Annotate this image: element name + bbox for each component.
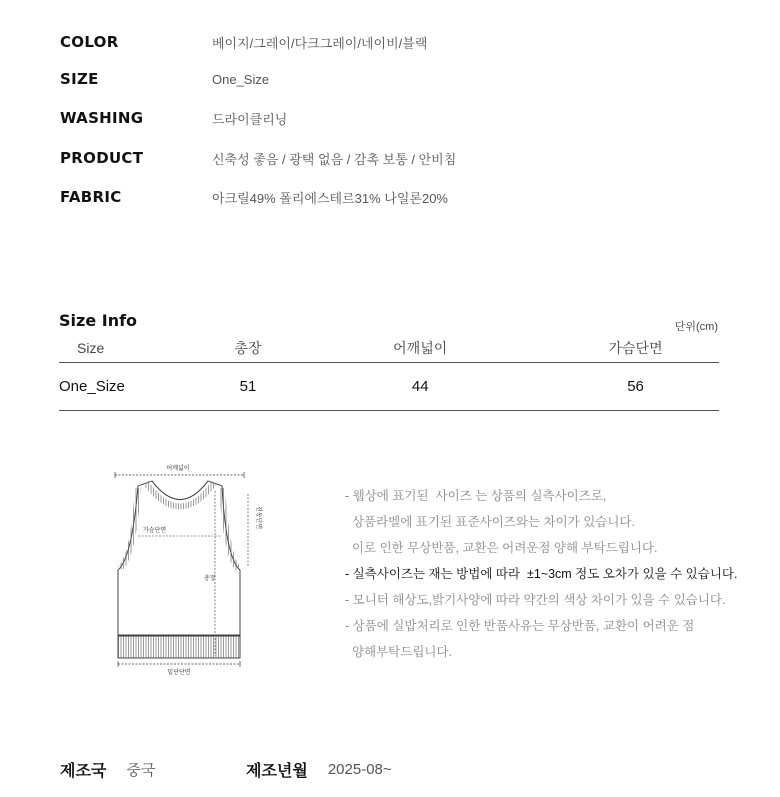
- notice-line: - 상품에 실밥처리로 인한 반품사유는 무상반품, 교환이 어려운 점: [345, 619, 695, 633]
- notice-line-emphasis: - 실측사이즈는 재는 방법에 따라 ±1~3cm 정도 오차가 있을 수 있습니다.: [345, 567, 738, 581]
- chest-label: 가슴단면: [143, 527, 167, 534]
- length-label: 총장: [204, 575, 216, 582]
- notice-line: 이로 인한 무상반품, 교환은 어려운점 양해 부탁드립니다.: [345, 541, 658, 555]
- spec-value: One_Size: [212, 71, 270, 87]
- hem-label: 밑단단면: [167, 669, 191, 676]
- hem-rib: [118, 635, 240, 658]
- country-label: 제조국: [60, 762, 107, 780]
- shoulder-dimension-line: [115, 472, 244, 478]
- spec-label: PRODUCT: [60, 149, 144, 167]
- table-header-row: [59, 334, 719, 363]
- size-table: [59, 334, 719, 411]
- notice-line: - 모니터 해상도,밝기사양에 따라 약간의 색상 차이가 있을 수 있습니다.: [345, 593, 726, 607]
- spec-row-size: [60, 69, 269, 89]
- table-cell-shoulder: 44: [288, 363, 552, 411]
- notice-list: [345, 483, 765, 665]
- table-cell-size: One_Size: [59, 363, 208, 411]
- notice-line: 양해부탁드립니다.: [345, 645, 453, 659]
- date-label: 제조년월: [246, 762, 308, 780]
- notice-line: 상품라벨에 표기된 표준사이즈와는 차이가 있습니다.: [345, 515, 635, 529]
- armhole-label: 진동단면: [255, 506, 262, 530]
- spec-label: SIZE: [60, 70, 99, 88]
- country-of-origin: [60, 758, 155, 780]
- table-cell-chest: 56: [552, 363, 719, 411]
- spec-value: 아크릴49% 폴리에스테르31% 나일론20%: [212, 190, 448, 206]
- spec-row-color: [60, 32, 427, 52]
- spec-value: 드라이클리닝: [212, 111, 288, 127]
- spec-label: WASHING: [60, 109, 144, 127]
- table-header-length: 총장: [208, 334, 289, 363]
- shoulder-label: 어깨넓이: [166, 465, 190, 472]
- spec-row-product: [60, 148, 456, 168]
- spec-row-washing: [60, 108, 287, 128]
- size-info-title: Size Info: [59, 311, 138, 330]
- spec-label: FABRIC: [60, 188, 122, 206]
- spec-row-fabric: [60, 187, 448, 207]
- date-value: 2025-08~: [327, 760, 392, 778]
- table-header-size: Size: [59, 334, 208, 363]
- table-header-shoulder: 어깨넓이: [288, 334, 552, 363]
- spec-label: COLOR: [60, 33, 119, 51]
- spec-value: 베이지/그레이/다크그레이/네이비/블랙: [212, 35, 428, 51]
- table-row: [59, 363, 719, 411]
- spec-value: 신축성 좋음 / 광택 없음 / 감촉 보통 / 안비침: [212, 151, 457, 167]
- table-header-chest: 가슴단면: [552, 334, 719, 363]
- vest-size-diagram: [100, 458, 300, 683]
- table-cell-length: 51: [208, 363, 289, 411]
- manufacture-date: [246, 758, 392, 780]
- hem-dimension-line: [118, 661, 240, 667]
- notice-line: - 웹상에 표기된 사이즈 는 상품의 실측사이즈로,: [345, 489, 607, 503]
- unit-label: 단위(cm): [674, 321, 718, 333]
- country-value: 중국: [126, 761, 156, 779]
